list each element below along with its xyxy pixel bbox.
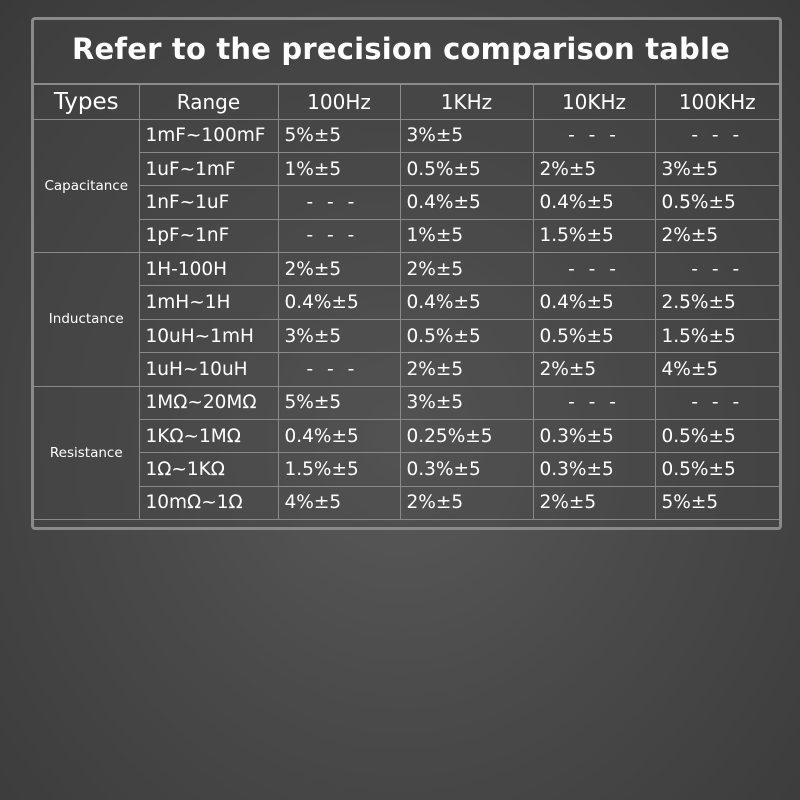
value-cell-100hz: 4%±5: [278, 486, 400, 519]
value-cell-1khz: 3%±5: [400, 386, 533, 419]
type-cell: Capacitance: [34, 119, 139, 253]
value-cell-1khz: 0.3%±5: [400, 453, 533, 486]
value-cell-100hz: 5%±5: [278, 119, 400, 152]
value-cell-10khz: 1.5%±5: [533, 219, 655, 252]
value-cell-100khz: 4%±5: [655, 353, 779, 386]
value-cell-100khz: 2.5%±5: [655, 286, 779, 319]
value-cell-10khz: 0.3%±5: [533, 453, 655, 486]
value-cell-100khz: 0.5%±5: [655, 420, 779, 453]
range-cell: 1pF~1nF: [139, 219, 278, 252]
value-cell-100hz: 1%±5: [278, 152, 400, 185]
value-cell-100khz: - - -: [655, 386, 779, 419]
value-cell-10khz: 0.3%±5: [533, 420, 655, 453]
value-cell-100hz: - - -: [278, 219, 400, 252]
value-cell-100hz: 0.4%±5: [278, 286, 400, 319]
value-cell-1khz: 3%±5: [400, 119, 533, 152]
column-header-100khz: 100KHz: [655, 85, 779, 119]
table-row: [34, 420, 779, 453]
range-cell: 1KΩ~1MΩ: [139, 420, 278, 453]
value-cell-100khz: 1.5%±5: [655, 319, 779, 352]
range-cell: 1Ω~1KΩ: [139, 453, 278, 486]
table-row: [34, 453, 779, 486]
page-title: Refer to the precision comparison table: [72, 32, 730, 66]
table-header-row: [34, 85, 779, 119]
table-row: [34, 119, 779, 152]
value-cell-1khz: 2%±5: [400, 253, 533, 286]
table-row: [34, 219, 779, 252]
value-cell-1khz: 0.25%±5: [400, 420, 533, 453]
type-cell: Inductance: [34, 253, 139, 387]
value-cell-100khz: 0.5%±5: [655, 453, 779, 486]
value-cell-10khz: 2%±5: [533, 486, 655, 519]
range-cell: 1mH~1H: [139, 286, 278, 319]
range-cell: 1uF~1mF: [139, 152, 278, 185]
table-row: [34, 186, 779, 219]
precision-table: [34, 85, 779, 520]
value-cell-100hz: 2%±5: [278, 253, 400, 286]
value-cell-1khz: 1%±5: [400, 219, 533, 252]
range-cell: 1H-100H: [139, 253, 278, 286]
value-cell-100khz: 0.5%±5: [655, 186, 779, 219]
table-row: [34, 319, 779, 352]
value-cell-10khz: 0.4%±5: [533, 286, 655, 319]
value-cell-10khz: 2%±5: [533, 353, 655, 386]
value-cell-1khz: 0.5%±5: [400, 152, 533, 185]
table-row: [34, 353, 779, 386]
value-cell-100khz: - - -: [655, 119, 779, 152]
value-cell-10khz: - - -: [533, 119, 655, 152]
value-cell-10khz: - - -: [533, 253, 655, 286]
value-cell-1khz: 0.4%±5: [400, 286, 533, 319]
range-cell: 10uH~1mH: [139, 319, 278, 352]
value-cell-100khz: - - -: [655, 253, 779, 286]
table-row: [34, 253, 779, 286]
value-cell-1khz: 0.4%±5: [400, 186, 533, 219]
value-cell-10khz: - - -: [533, 386, 655, 419]
type-cell: Resistance: [34, 386, 139, 520]
table-row: [34, 486, 779, 519]
value-cell-100khz: 5%±5: [655, 486, 779, 519]
value-cell-1khz: 2%±5: [400, 486, 533, 519]
range-cell: 1nF~1uF: [139, 186, 278, 219]
value-cell-100hz: 5%±5: [278, 386, 400, 419]
table-row: [34, 286, 779, 319]
title-bar: [34, 20, 779, 85]
table-row: [34, 386, 779, 419]
column-header-range: Range: [139, 85, 278, 119]
column-header-types: Types: [34, 85, 139, 119]
value-cell-100hz: - - -: [278, 353, 400, 386]
precision-table-panel: [31, 17, 782, 530]
range-cell: 1MΩ~20MΩ: [139, 386, 278, 419]
range-cell: 10mΩ~1Ω: [139, 486, 278, 519]
value-cell-10khz: 0.5%±5: [533, 319, 655, 352]
value-cell-100khz: 3%±5: [655, 152, 779, 185]
range-cell: 1uH~10uH: [139, 353, 278, 386]
value-cell-100khz: 2%±5: [655, 219, 779, 252]
value-cell-100hz: 3%±5: [278, 319, 400, 352]
value-cell-100hz: 0.4%±5: [278, 420, 400, 453]
value-cell-10khz: 0.4%±5: [533, 186, 655, 219]
range-cell: 1mF~100mF: [139, 119, 278, 152]
column-header-1khz: 1KHz: [400, 85, 533, 119]
column-header-10khz: 10KHz: [533, 85, 655, 119]
value-cell-1khz: 2%±5: [400, 353, 533, 386]
table-row: [34, 152, 779, 185]
value-cell-100hz: - - -: [278, 186, 400, 219]
value-cell-100hz: 1.5%±5: [278, 453, 400, 486]
value-cell-1khz: 0.5%±5: [400, 319, 533, 352]
column-header-100hz: 100Hz: [278, 85, 400, 119]
value-cell-10khz: 2%±5: [533, 152, 655, 185]
